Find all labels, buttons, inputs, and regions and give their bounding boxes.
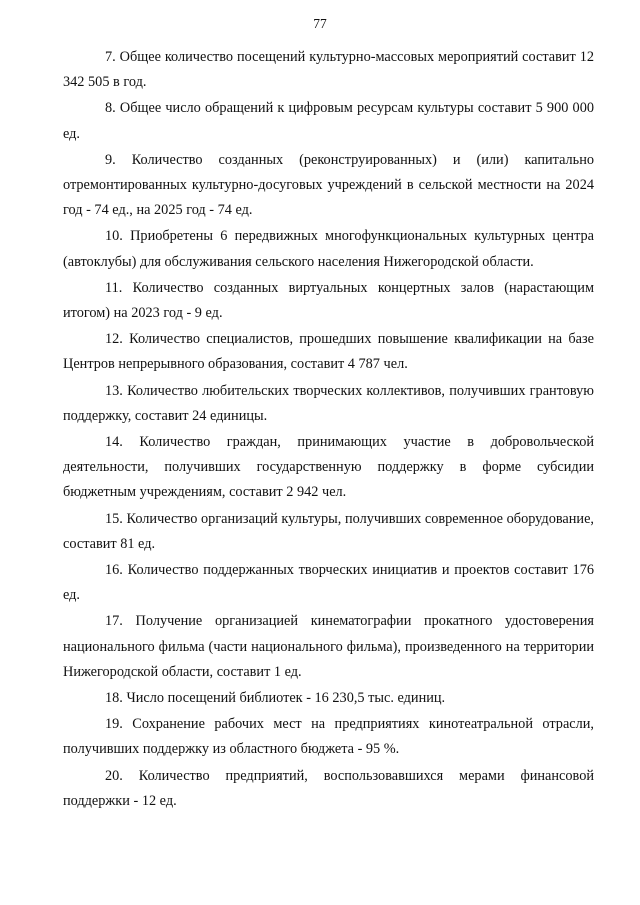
paragraph-item-11: 11. Количество созданных виртуальных концертных залов (нарастающим итогом) на 2023 год - 9 ед.: [63, 279, 594, 322]
paragraph-item-18: 18. Число посещений библиотек - 16 230,5 тыс. единиц.: [105, 690, 446, 707]
paragraph-item-7: 7. Общее количество посещений культурно-массовых мероприятий составит 12 342 505 в год.: [63, 49, 594, 91]
paragraph-item-15: 15. Количество организаций культуры, получивших современное оборудование, составит 81 ед.: [63, 510, 594, 552]
paragraph-item-19: 19. Сохранение рабочих мест на предприятиях кинотеатральной отрасли, получивших поддержку из областного бюджета - 95 %.: [63, 716, 594, 758]
page-number: 77: [313, 16, 327, 31]
paragraph-item-9: 9. Количество созданных (реконструированных) и (или) капитально отремонтированных культурно-досуговых учреждений в сельской местности на 2024 год - 74 ед., на 2025 год - 74 ед.: [63, 151, 594, 219]
paragraph-item-10: 10. Приобретены 6 передвижных многофункциональных культурных центра (автоклубы) для обслуживания сельского населения Нижегородской области.: [63, 228, 594, 270]
document-body: [63, 45, 594, 815]
paragraph-item-16: 16. Количество поддержанных творческих инициатив и проектов составит 176 ед.: [63, 562, 594, 604]
paragraph-item-13: 13. Количество любительских творческих коллективов, получивших грантовую поддержку, составит 24 единицы.: [63, 382, 594, 424]
paragraph-item-17: 17. Получение организацией кинематографии прокатного удостоверения национального фильма (части национального фильма), произведенного на территории Нижегородской области, составит 1 ед.: [63, 613, 594, 680]
paragraph-item-20: 20. Количество предприятий, воспользовавшихся мерами финансовой поддержки - 12 ед.: [63, 767, 594, 809]
paragraph-item-14: 14. Количество граждан, принимающих участие в добровольческой деятельности, получивших государственную поддержку в форме субсидии бюджетным учреждениям, составит 2 942 чел.: [63, 434, 594, 501]
paragraph-item-8: 8. Общее число обращений к цифровым ресурсам культуры составит 5 900 000 ед.: [63, 100, 594, 142]
paragraph-item-12: 12. Количество специалистов, прошедших повышение квалификации на базе Центров непрерывного образования, составит 4 787 чел.: [63, 331, 594, 373]
